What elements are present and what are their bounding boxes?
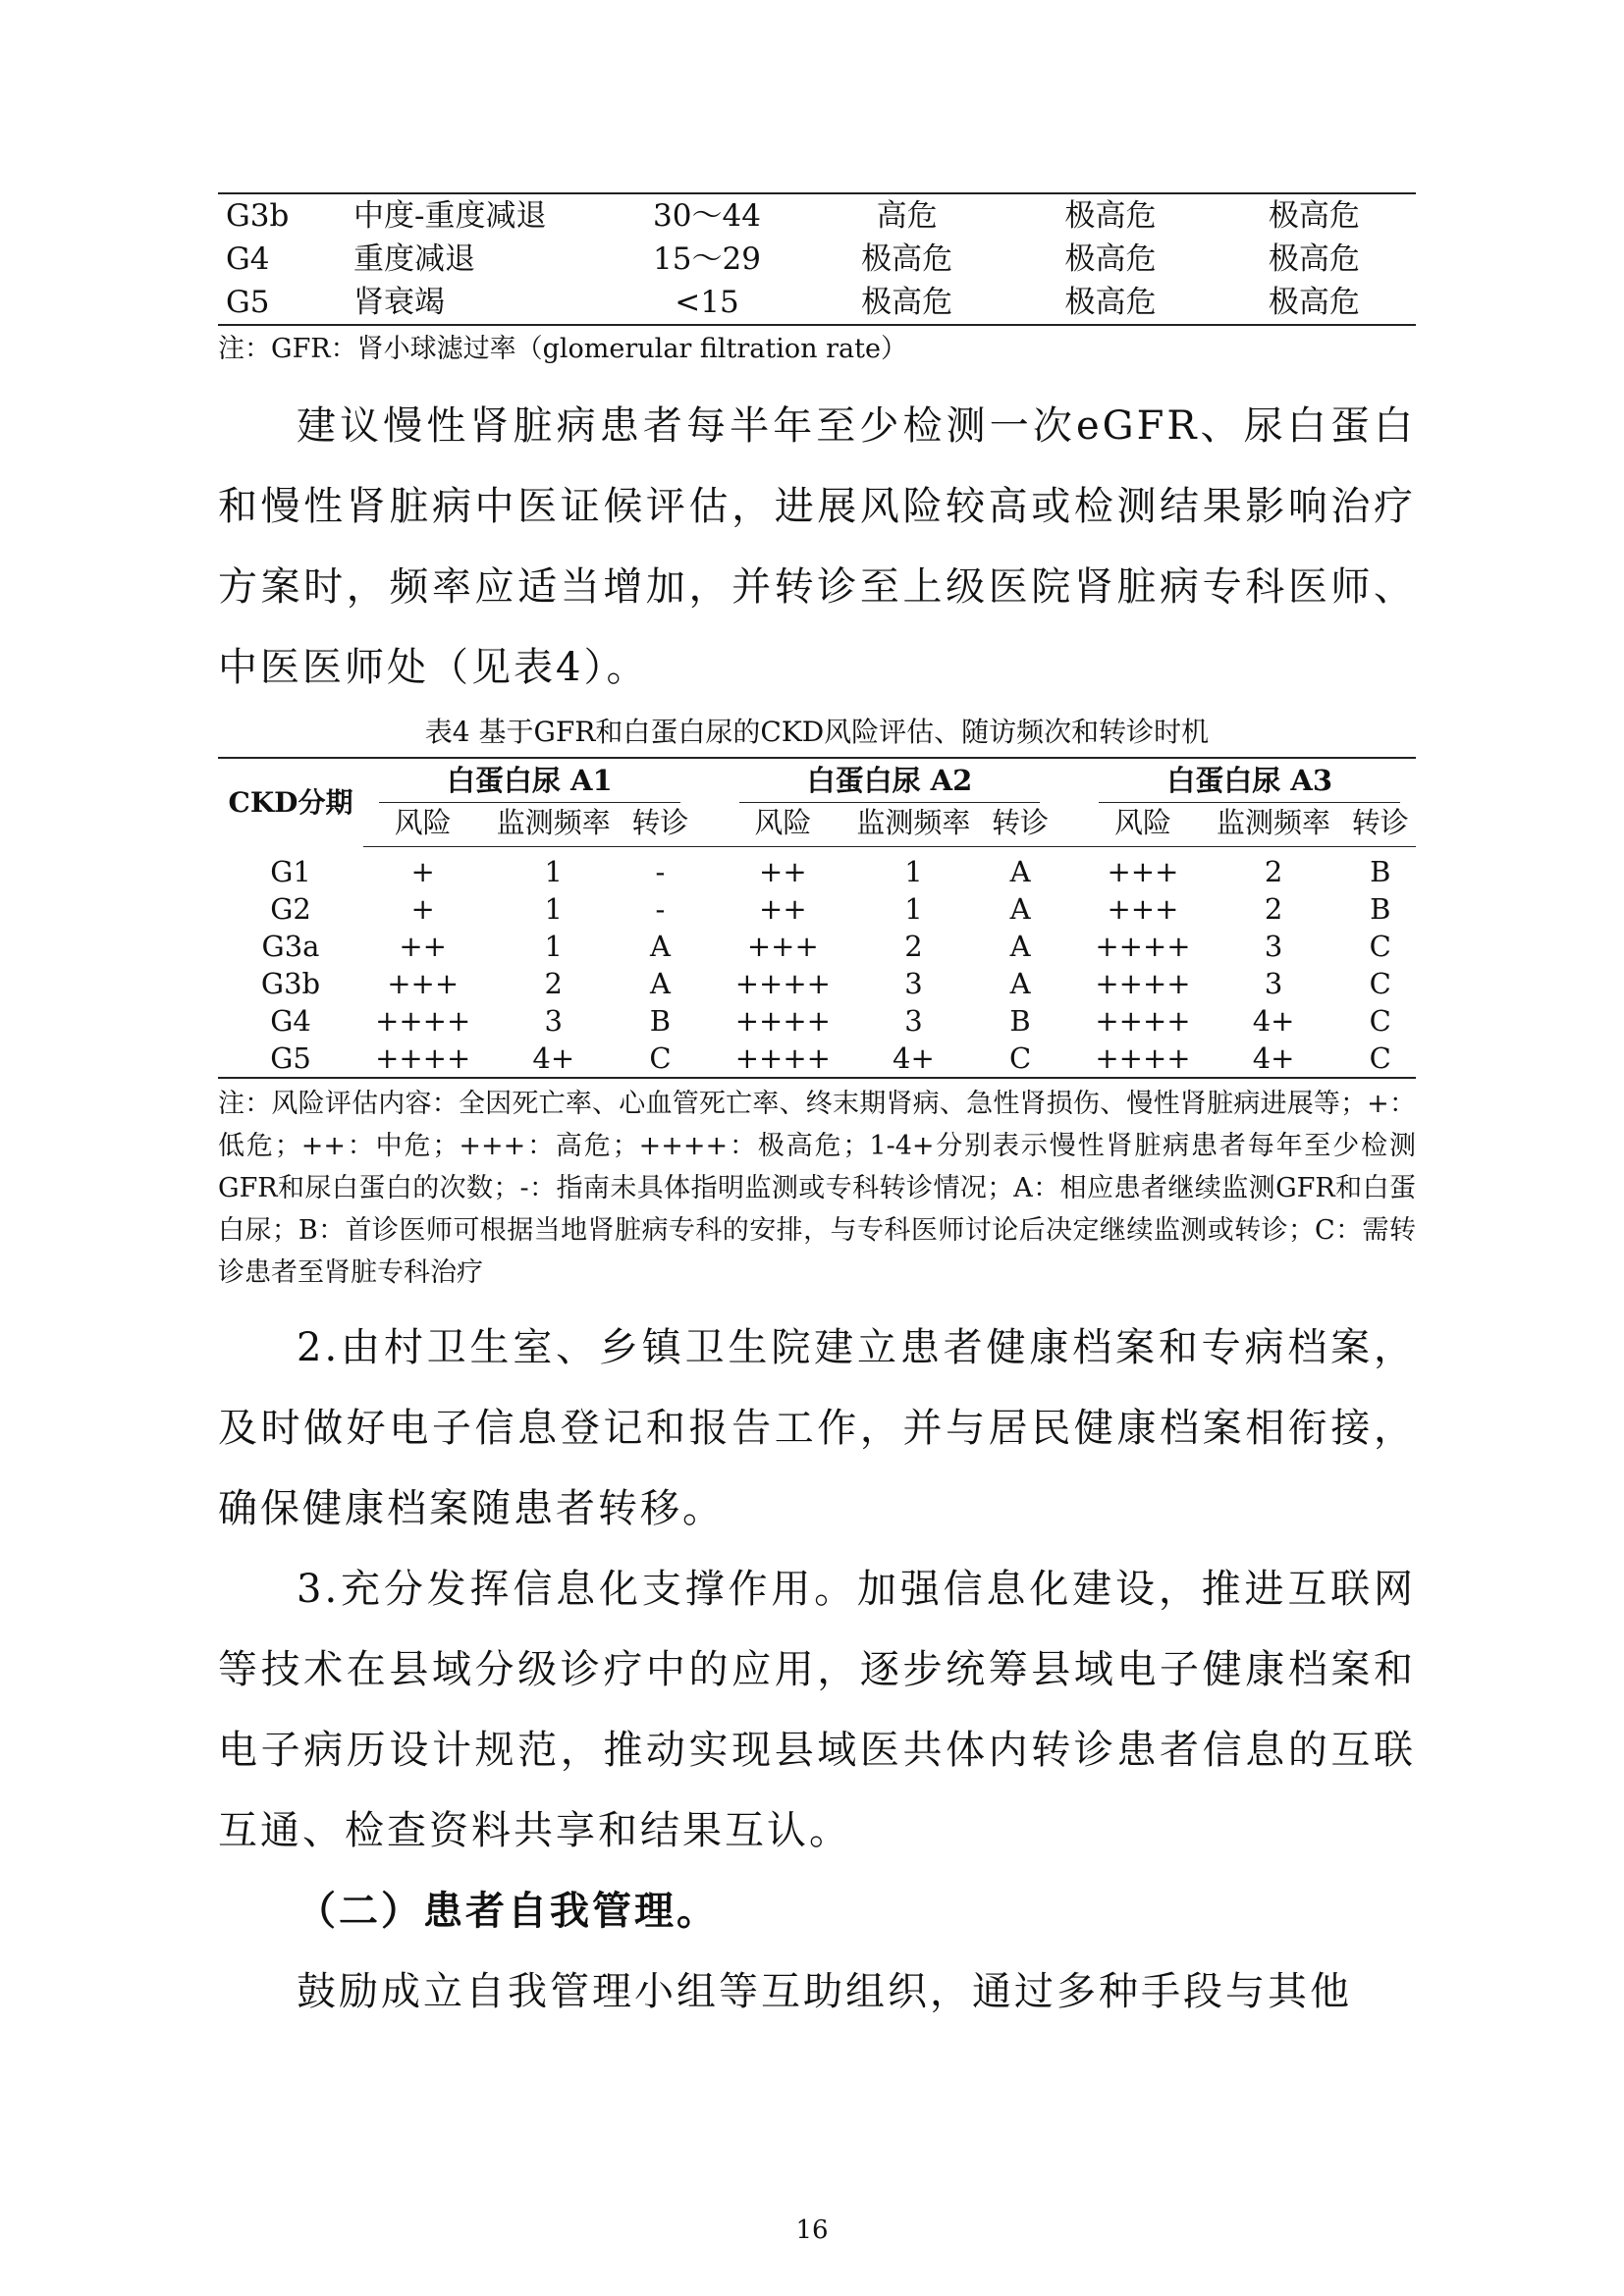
paragraph-followup-advice: 建议慢性肾脏病患者每半年至少检测一次eGFR、尿白蛋白和慢性肾脏病中医证候评估，进展风险较高或检测结果影响治疗方案时，频率应适当增加，并转诊至上级医院肾脏病专科医师、中医医师处（见表4）。 bbox=[218, 403, 1416, 690]
table-cell: +++ bbox=[746, 930, 819, 963]
table-cell: 肾衰竭 bbox=[353, 285, 445, 320]
table-4 bbox=[218, 757, 1416, 1079]
page-number: 16 bbox=[795, 2216, 829, 2245]
page-content bbox=[218, 192, 1416, 2032]
table-3-continuation bbox=[218, 192, 1416, 326]
paragraph-health-records: 2.由村卫生室、乡镇卫生院建立患者健康档案和专病档案，及时做好电子信息登记和报告工作，并与居民健康档案相衔接，确保健康档案随患者转移。 bbox=[218, 1325, 1416, 1531]
stage-cell: G3b bbox=[260, 967, 321, 1000]
table-cell: G3b bbox=[226, 198, 290, 234]
table-4-caption: 表4 基于GFR和白蛋白尿的CKD风险评估、随访频次和转诊时机 bbox=[424, 716, 1210, 748]
table-cell: 中度-重度减退 bbox=[353, 198, 547, 234]
stage-cell: G2 bbox=[270, 892, 311, 926]
table-cell: 3 bbox=[1264, 930, 1283, 963]
table-cell: 3 bbox=[1264, 967, 1283, 1000]
stage-cell: G3a bbox=[261, 930, 320, 963]
table-cell: 4+ bbox=[893, 1041, 935, 1075]
subheader-risk: 风险 bbox=[724, 803, 842, 847]
table-cell: 30～44 bbox=[653, 198, 761, 234]
table-cell: A bbox=[649, 967, 671, 1000]
table-cell: - bbox=[655, 892, 666, 926]
table-cell: 极高危 bbox=[861, 241, 953, 277]
table-cell: C bbox=[1369, 1004, 1391, 1038]
subheader-risk: 风险 bbox=[1083, 803, 1202, 847]
table-cell: ++++ bbox=[734, 1004, 831, 1038]
table-cell: - bbox=[655, 855, 666, 888]
table-cell: ++++ bbox=[375, 1004, 471, 1038]
subheader-monitor: 监测频率 bbox=[842, 803, 985, 847]
table-row bbox=[218, 1002, 1416, 1040]
table-cell: 1 bbox=[544, 855, 563, 888]
table-cell: C bbox=[1369, 930, 1391, 963]
table-cell: 极高危 bbox=[1268, 198, 1360, 234]
table-cell: 4+ bbox=[532, 1041, 575, 1075]
table-cell: ++ bbox=[399, 930, 447, 963]
stage-cell: G5 bbox=[270, 1041, 311, 1075]
table-cell: 极高危 bbox=[1268, 285, 1360, 320]
table-cell: ++ bbox=[759, 855, 807, 888]
table-cell: 1 bbox=[544, 930, 563, 963]
table-cell: 2 bbox=[904, 930, 923, 963]
subheader-monitor: 监测频率 bbox=[1203, 803, 1345, 847]
subheader-referral: 转诊 bbox=[985, 803, 1056, 847]
table-cell: + bbox=[410, 892, 435, 926]
table-cell: G5 bbox=[226, 285, 270, 320]
table-cell: 4+ bbox=[1252, 1041, 1295, 1075]
paragraph-self-management: 鼓励成立自我管理小组等互助组织，通过多种手段与其他 bbox=[297, 1969, 1352, 2014]
table-cell: 高危 bbox=[876, 198, 938, 234]
group-header-a2: 白蛋白尿 A2 bbox=[724, 758, 1056, 803]
table-cell: 3 bbox=[544, 1004, 563, 1038]
subheader-referral: 转诊 bbox=[1344, 803, 1416, 847]
table-cell: C bbox=[1369, 967, 1391, 1000]
subheader-risk: 风险 bbox=[363, 803, 482, 847]
table-cell: 极高危 bbox=[1268, 241, 1360, 277]
table-cell: 15～29 bbox=[653, 241, 761, 277]
table-cell: B bbox=[649, 1004, 672, 1038]
table-cell: 重度减退 bbox=[353, 241, 475, 277]
table-row bbox=[218, 193, 1416, 238]
table-cell: B bbox=[1370, 892, 1391, 926]
table-4-note: 注：风险评估内容：全因死亡率、心血管死亡率、终末期肾病、急性肾损伤、慢性肾脏病进展等；+：低危；++：中危；+++：高危；++++：极高危；1-4+分别表示慢性肾脏病患者每年至少检测GFR和尿白蛋白的次数；-：指南未具体指明监测或专科转诊情况；A：相应患者继续监测GFR和白蛋白尿；B：首诊医师可根据当地肾脏病专科的安排，与专科医师讨论后决定继续监测或转诊；C：需转诊患者至肾脏专科治疗 bbox=[218, 1089, 1416, 1288]
stage-cell: G1 bbox=[270, 854, 311, 888]
table-cell: ++++ bbox=[734, 1041, 831, 1075]
table-cell: +++ bbox=[1107, 892, 1179, 926]
table-cell: 极高危 bbox=[1064, 241, 1157, 277]
table-cell: A bbox=[649, 930, 671, 963]
table-cell: + bbox=[410, 855, 435, 888]
table-cell: 2 bbox=[544, 967, 563, 1000]
table-cell: 极高危 bbox=[1064, 198, 1157, 234]
subheader-monitor: 监测频率 bbox=[482, 803, 624, 847]
table-cell: 4+ bbox=[1252, 1004, 1295, 1038]
table-cell: C bbox=[649, 1041, 672, 1075]
table-cell: A bbox=[1009, 855, 1031, 888]
table-cell: 1 bbox=[904, 892, 923, 926]
table-cell: 1 bbox=[544, 892, 563, 926]
paragraph-informatization: 3.充分发挥信息化支撑作用。加强信息化建设，推进互联网等技术在县域分级诊疗中的应用，逐步统筹县域电子健康档案和电子病历设计规范，推动实现县域医共体内转诊患者信息的互联互通、检查资料共享和结果互认。 bbox=[218, 1567, 1416, 1853]
table-row bbox=[218, 890, 1416, 928]
table-cell: ++++ bbox=[1095, 1041, 1191, 1075]
table-cell: ++++ bbox=[375, 1041, 471, 1075]
table-cell: A bbox=[1009, 967, 1031, 1000]
table-cell: ++++ bbox=[1095, 1004, 1191, 1038]
table-row bbox=[218, 238, 1416, 281]
table-cell: 1 bbox=[904, 855, 923, 888]
table-cell: G4 bbox=[226, 241, 270, 277]
table-cell: <15 bbox=[675, 285, 739, 320]
table-cell: ++ bbox=[759, 892, 807, 926]
table-cell: 2 bbox=[1264, 892, 1283, 926]
table-cell: A bbox=[1009, 892, 1031, 926]
table-cell: ++++ bbox=[1095, 930, 1191, 963]
table-row bbox=[218, 1040, 1416, 1078]
table-row bbox=[218, 965, 1416, 1002]
table-cell: 极高危 bbox=[1064, 285, 1157, 320]
table-cell: +++ bbox=[387, 967, 460, 1000]
table-cell: ++++ bbox=[1095, 967, 1191, 1000]
section-heading-self-management: （二）患者自我管理。 bbox=[297, 1888, 719, 1934]
table-cell: 2 bbox=[1264, 855, 1283, 888]
stage-cell: G4 bbox=[270, 1004, 311, 1038]
table-row bbox=[218, 847, 1416, 891]
subheader-referral: 转诊 bbox=[624, 803, 695, 847]
table-cell: +++ bbox=[1107, 855, 1179, 888]
table-cell: C bbox=[1008, 1041, 1032, 1075]
group-header-a3: 白蛋白尿 A3 bbox=[1083, 758, 1416, 803]
group-header-a1: 白蛋白尿 A1 bbox=[363, 758, 696, 803]
table-cell: B bbox=[1370, 855, 1391, 888]
table-cell: B bbox=[1009, 1004, 1031, 1038]
table-cell: 极高危 bbox=[861, 285, 953, 320]
table-cell: 3 bbox=[904, 1004, 923, 1038]
table-cell: 3 bbox=[904, 967, 923, 1000]
ckd-stage-header: CKD分期 bbox=[228, 785, 353, 819]
table-cell: C bbox=[1369, 1041, 1391, 1075]
table-row bbox=[218, 928, 1416, 965]
table-row bbox=[218, 281, 1416, 325]
table-cell: ++++ bbox=[734, 967, 831, 1000]
table-cell: A bbox=[1009, 930, 1031, 963]
table-3-note: 注：GFR：肾小球滤过率（glomerular filtration rate） bbox=[218, 334, 907, 364]
